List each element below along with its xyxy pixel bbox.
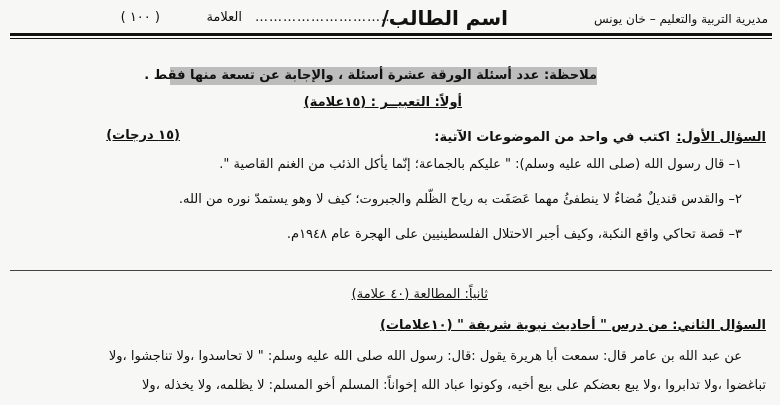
question1-topic-3: ٣– قصة تحاكي واقع النكبة، وكيف أجبر الاحتلال الفلسطينيين على الهجرة عام ١٩٤٨م. — [286, 227, 742, 242]
section-title-reading: ثانياً: المطالعة (٤٠ علامة) — [351, 287, 488, 302]
section-separator — [10, 270, 772, 271]
student-name-label: اسم الطالب/ — [381, 6, 508, 30]
question2-text-line2: تباغضوا ،ولا تدابروا ،ولا يبع بعضكم على بيع أخيه، وكونوا عباد الله إخواناً: المسلم أخو المسلم: لا يظلمه، ولا يخذله ،ولا — [142, 378, 766, 393]
section-title-expression: أولاً: التعبيــر : (١٥علامة) — [303, 95, 462, 110]
student-name-dots[interactable]: ………………………… — [255, 10, 395, 25]
question1-marks: (١٥ درجات) — [106, 128, 180, 143]
question1-topic-1: ١– قال رسول الله (صلى الله عليه وسلم): " عليكم بالجماعة؛ إنّما يأكل الذئب من الغنم القاصية ". — [219, 157, 742, 172]
header-rule-thin — [10, 38, 772, 39]
grade-label: العلامة — [206, 10, 242, 25]
directorate-label: مديرية التربية والتعليم – خان يونس — [594, 12, 768, 26]
question1-topic-2: ٢– والقدس قنديلٌ مُضاءٌ لا ينطفئُ مهما عَصَفَت به رياح الظّلم والجبروت؛ كيف لا وهو يستمدّ نوره من الله. — [178, 192, 742, 207]
question1-prompt: اكتب في واحد من الموضوعات الآتية: — [434, 130, 670, 145]
grade-total: ( ١٠٠ ) — [120, 10, 160, 25]
header-rule-thick — [10, 33, 772, 36]
question1-title: السؤال الأول: — [676, 130, 766, 145]
question2-text-line1: عن عبد الله بن عامر قال: سمعت أبا هريرة يقول :قال: رسول الله صلى الله عليه وسلم: " لا تحاسدوا ،ولا تناجشوا ،ولا — [108, 349, 742, 364]
exam-note: ملاحظة: عدد أسئلة الورقة عشرة أسئلة ، والإجابة عن تسعة منها فقط . — [144, 68, 597, 83]
question2-title: السؤال الثاني: من درس " أحاديث نبوية شريفة " (١٠علامات) — [380, 318, 766, 333]
